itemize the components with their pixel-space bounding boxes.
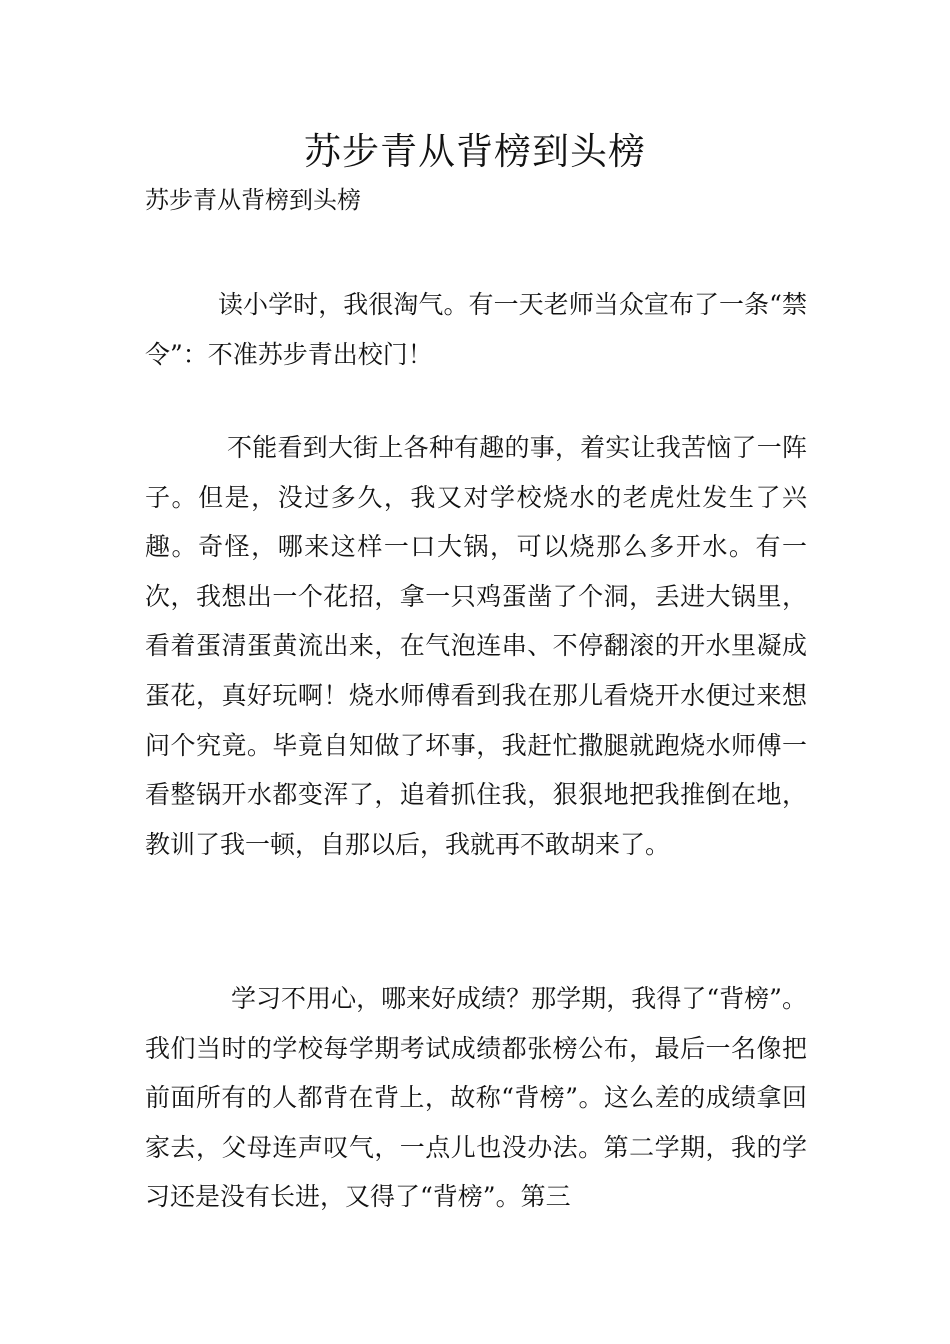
document-title: 苏步青从背榜到头榜 <box>304 130 646 173</box>
paragraph-2: 不能看到大街上各种有趣的事，着实让我苦恼了一阵子。但是，没过多久，我又对学校烧水的老虎灶发生了兴趣。奇怪，哪来这样一口大锅，可以烧那么多开水。有一次，我想出一个花招，拿一只鸡蛋凿了个洞，丢进大锅里，看着蛋清蛋黄流出来，在气泡连串、不停翻滚的开水里凝成蛋花，真好玩啊！烧水师傅看到我在那儿看烧开水便过来想问个究竟。毕竟自知做了坏事，我赶忙撒腿就跑烧水师傅一看整锅开水都变浑了，追着抓住我，狠狠地把我推倒在地，教训了我一顿，自那以后，我就再不敢胡来了。 <box>145 433 807 859</box>
paragraph-3: 学习不用心，哪来好成绩？那学期，我得了“背榜”。我们当时的学校每学期考试成绩都张榜公布，最后一名像把前面所有的人都背在背上，故称“背榜”。这么差的成绩拿回家去，父母连声叹气，一点儿也没办法。第二学期，我的学习还是没有长进，又得了“背榜”。第三 <box>145 984 807 1212</box>
paragraph-1: 读小学时，我很淘气。有一天老师当众宣布了一条“禁令”：不准苏步青出校门！ <box>145 290 807 369</box>
document-subtitle: 苏步青从背榜到头榜 <box>145 186 361 214</box>
